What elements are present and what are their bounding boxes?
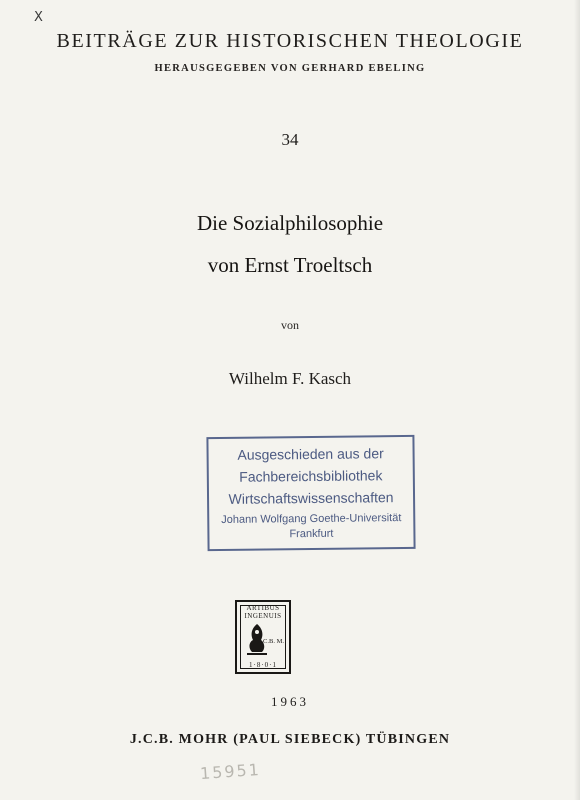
stamp-line-4: Johann Wolfgang Goethe-Universität bbox=[221, 512, 402, 526]
volume-number: 34 bbox=[281, 130, 299, 149]
stamp-line-5: Frankfurt bbox=[289, 527, 334, 541]
emblem-motto: ARTIBUS INGENUIS bbox=[244, 604, 282, 620]
emblem-year: 1·8·0·1 bbox=[249, 661, 277, 669]
publication-year: 1963 bbox=[271, 694, 309, 709]
page-edge-shadow bbox=[574, 0, 580, 800]
pencil-mark: X bbox=[34, 10, 43, 25]
book-title-line-2: von Ernst Troeltsch bbox=[207, 253, 373, 277]
handwritten-number: 15951 bbox=[199, 759, 262, 784]
by-label: von bbox=[281, 318, 299, 332]
book-title bbox=[0, 202, 580, 286]
stamp-line-1: Ausgeschieden aus der bbox=[237, 445, 384, 463]
series-editor: HERAUSGEGEBEN VON GERHARD EBELING bbox=[154, 63, 426, 74]
book-title-line-1: Die Sozialphilosophie bbox=[196, 211, 384, 235]
stamp-line-3: Wirtschaftswissenschaften bbox=[228, 489, 394, 507]
author-name: Wilhelm F. Kasch bbox=[228, 369, 352, 388]
library-stamp bbox=[206, 435, 415, 551]
emblem-initials: J.C.B. M. bbox=[258, 638, 284, 645]
stamp-line-2: Fachbereichsbibliothek bbox=[239, 467, 383, 485]
series-title: BEITRÄGE ZUR HISTORISCHEN THEOLOGIE bbox=[56, 30, 524, 52]
publisher-imprint: J.C.B. MOHR (PAUL SIEBECK) TÜBINGEN bbox=[129, 732, 451, 747]
publisher-emblem-icon bbox=[235, 600, 291, 674]
